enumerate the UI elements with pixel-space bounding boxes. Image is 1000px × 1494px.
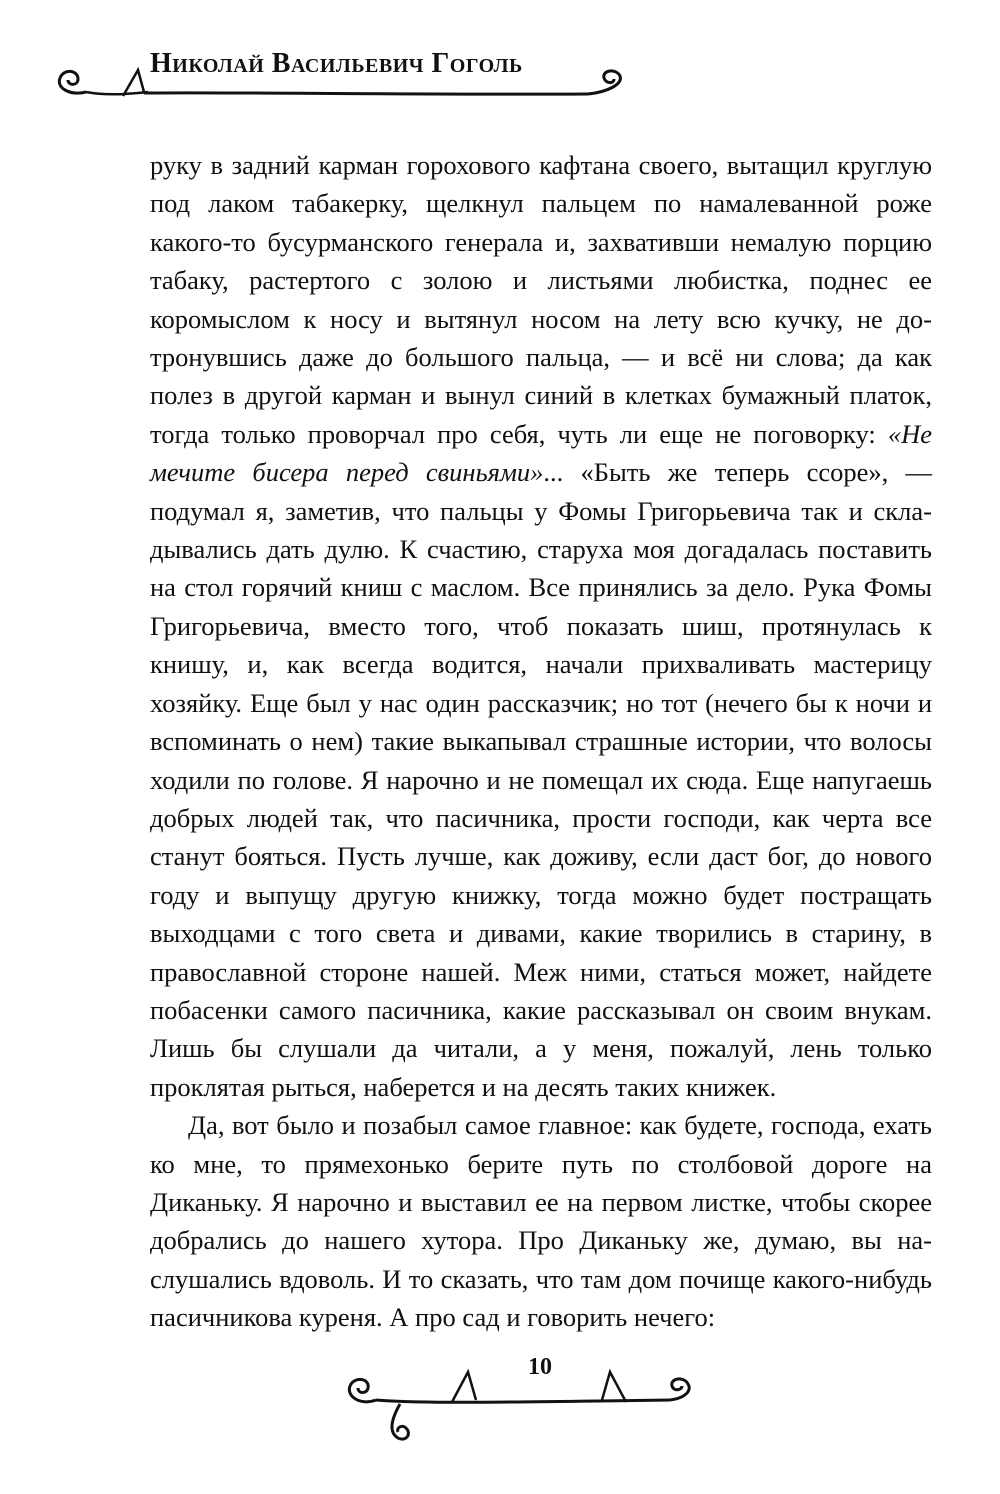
proverb-quote: «Не мечите бисера перед свиньями» <box>150 418 932 488</box>
paragraph-1-part-1: руку в задний карман горохового кафтана своего, вытащил круглую под лаком табакерку, щелкнул пальцем по намалеванной роже какого-то бусурманского генерала и, захвативши немалую порцию табаку, растертого с золою и листьями любистка, поднес ее коромыслом к носу и вытянул носом на лету всю кучку, не дотронувшись даже до большого пальца, — и всё ни слова; да как полез в другой карман и вынул синий в клетках бумажный платок, тогда только проворчал про себя, чуть ли еще не поговорку: <box>150 150 932 449</box>
paragraph-1-part-2: ... «Быть же теперь ссоре», — подумал я, заметив, что пальцы у Фомы Григорьевича так и складывались дать дулю. К счастию, старуха моя догадалась поставить на стол горячий книш с маслом. Все принялись за дело. Рука Фомы Григорьевича, вместо того, чтоб показать шиш, протянулась к книшу, и, как всегда водится, начали прихваливать мастерицу хозяйку. Еще был у нас один рассказчик; но тот (нечего бы к ночи и вспоминать о нем) такие выкапывал страшные истории, что волосы ходили по голове. Я нарочно и не помещал их сюда. Еще напугаешь добрых людей так, что пасичника, прости господи, как черта все станут бояться. Пусть лучше, как доживу, если даст бог, до нового году и выпущу другую книжку, тогда можно будет постращать выходцами с того света и дивами, какие творились в старину, в православной стороне нашей. Меж ними, статься может, найдете побасенки самого пасичника, какие рассказывал он своим внукам. Лишь бы слушали да читали, а у меня, пожалуй, лень только проклятая рыться, наберется и на десять таких книжек. <box>150 457 932 1102</box>
page-number: 10 <box>528 1354 552 1380</box>
page-footer <box>0 1340 1000 1460</box>
header-flourish-icon <box>48 62 638 112</box>
running-head <box>0 0 1000 120</box>
paragraph-2-text: Да, вот было и позабыл самое главное: как будете, господа, ехать ко мне, то прямехонько берите путь по столбовой дороге на Диканьку. Я нарочно и выставил ее на первом листке, чтобы скорее добрались до нашего хутора. Про Диканьку же, думаю, вы наслушались вдоволь. И то сказать, что там дом почище какого-нибудь пасичникова куреня. А про сад и говорить нечего: <box>150 1110 932 1333</box>
header-title: Николай Васильевич Гоголь <box>150 48 523 79</box>
paragraph-1 <box>150 146 932 1106</box>
paragraph-2 <box>150 1106 932 1336</box>
body-text <box>150 146 932 1337</box>
